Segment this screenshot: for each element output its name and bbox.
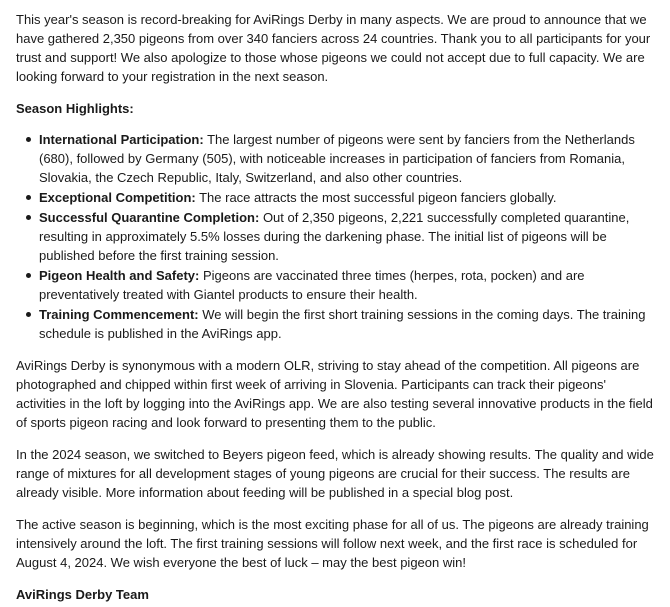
highlight-item-text: The largest number of pigeons were sent by fanciers from the Netherlands (680), followed by Germany (505), with noticeable increases in participation of fanciers from Romania, Slovakia, the Czech Republic, Italy, Switzerland, and also other countries. [39, 132, 635, 185]
highlight-item [39, 305, 658, 343]
highlight-item-text: The race attracts the most successful pigeon fanciers globally. [195, 190, 557, 205]
highlight-item-text: Out of 2,350 pigeons, 2,221 successfully completed quarantine, resulting in approximately 5.5% losses during the darkening phase. The initial list of pigeons will be published before the first training session. [39, 210, 630, 263]
highlight-item-text: Pigeons are vaccinated three times (herpes, rota, pocken) and are preventatively treated with Giantel products to ensure their health. [39, 268, 585, 302]
body-paragraph: In the 2024 season, we switched to Beyers pigeon feed, which is already showing results. The quality and wide range of mixtures for all development stages of young pigeons are crucial for their success. The results are already visible. More information about feeding will be published in a special blog post. [16, 447, 654, 500]
signature: AviRings Derby Team [16, 587, 149, 602]
highlight-item-title: Exceptional Competition: [39, 190, 196, 205]
body-paragraph: The active season is beginning, which is the most exciting phase for all of us. The pigeons are already training intensively around the loft. The first training sessions will follow next week, and the first race is scheduled for August 4, 2024. We wish everyone the best of luck – may the best pigeon win! [16, 517, 649, 570]
highlight-item [39, 188, 658, 207]
highlight-item [39, 208, 658, 265]
highlights-list [16, 130, 658, 343]
body-paragraph: AviRings Derby is synonymous with a modern OLR, striving to stay ahead of the competition. All pigeons are photographed and chipped within first week of arriving in Slovenia. Participants can track their pigeons' activities in the loft by logging into the AviRings app. We are also testing several innovative products in the field of sports pigeon racing and look forward to presenting them to the public. [16, 358, 653, 430]
highlight-item-title: Successful Quarantine Completion: [39, 210, 260, 225]
highlight-item [39, 266, 658, 304]
intro-paragraph: This year's season is record-breaking for AviRings Derby in many aspects. We are proud to announce that we have gathered 2,350 pigeons from over 340 fanciers across 24 countries. Thank you to all participants for your trust and support! We also apologize to those whose pigeons we could not accept due to full capacity. We are looking forward to your registration in the next season. [16, 12, 651, 84]
highlights-heading: Season Highlights: [16, 101, 134, 116]
highlight-item-title: International Participation: [39, 132, 204, 147]
highlight-item [39, 130, 658, 187]
highlight-item-text: We will begin the first short training sessions in the coming days. The training schedule is published in the AviRings app. [39, 307, 646, 341]
highlight-item-title: Pigeon Health and Safety: [39, 268, 200, 283]
highlight-item-title: Training Commencement: [39, 307, 199, 322]
